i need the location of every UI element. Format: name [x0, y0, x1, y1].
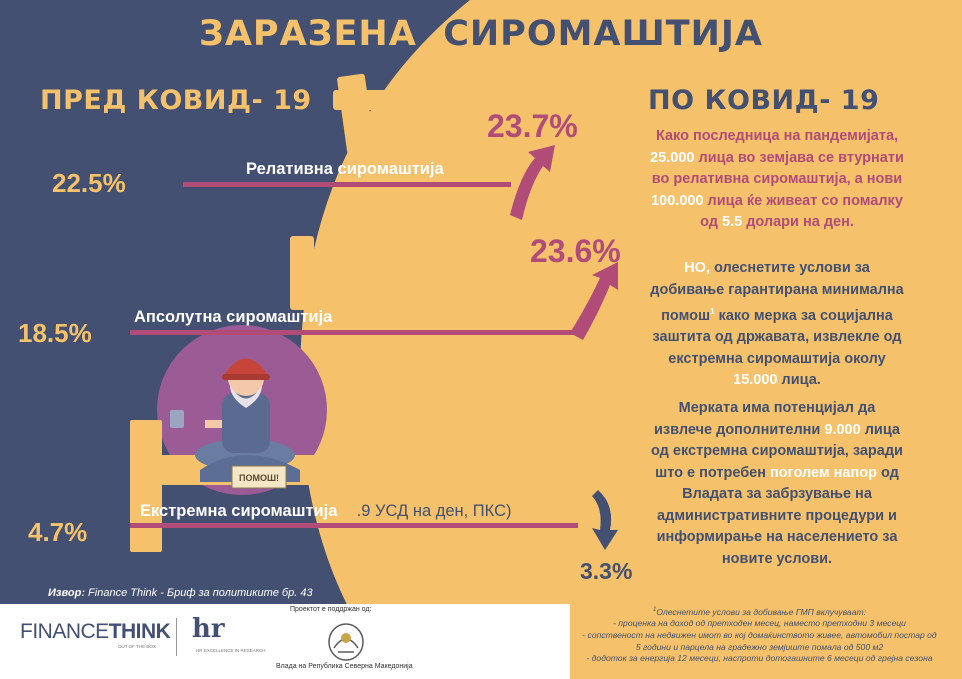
- absolute-bar-title: Апсолутна сиромаштија: [134, 308, 333, 326]
- para1-line1: Како последница на пандемијата,: [655, 128, 899, 144]
- page-title: [0, 14, 962, 54]
- after-absolute-value: 23.6%: [530, 233, 621, 269]
- footnote-item-2-cont: 5 години и парцела на градежно земјиште помала од 500 м2: [635, 641, 884, 652]
- extreme-bar-label: [140, 502, 512, 521]
- relative-bar-label: Релативна сиромаштија: [246, 160, 444, 178]
- para1-line5a: од: [700, 214, 722, 230]
- para2-line6-text: лица.: [777, 372, 821, 389]
- government-coat-of-arms-icon: [326, 620, 366, 662]
- para2-highlight-2: 15.000: [733, 372, 778, 389]
- para1-line4-text: лица ќе живеат со помалку: [703, 192, 903, 209]
- finance-logo-tagline: OUT OF THE BOX: [118, 644, 156, 649]
- logo-separator: [176, 618, 177, 656]
- para2-line4: заштита од државата, извлекле од: [652, 329, 902, 346]
- finance-logo-part-b: THINK: [108, 620, 171, 643]
- title-part-1: ЗАРАЗЕНА: [198, 14, 417, 54]
- footnote-item-2: - сопственост на недвижен имот во кој домаќинството живее, автомобил постар од: [582, 630, 937, 641]
- para3-line2b: лица: [860, 421, 900, 438]
- para1-highlight-2: 100.000: [651, 192, 704, 209]
- absolute-bar: [130, 330, 578, 335]
- extreme-bar-detail-b: .9 УСД на ден, ПКС): [356, 502, 512, 520]
- footnotes: [562, 605, 957, 665]
- after-covid-header: ПО КОВИД- 19: [648, 85, 880, 116]
- after-extreme-value: 3.3%: [580, 558, 633, 584]
- source-note: [48, 587, 313, 599]
- finance-logo-part-a: FINANCE: [20, 620, 109, 643]
- help-sign-text: ПОМОШ!: [238, 473, 280, 483]
- para1-line2-text: лица во земјава се втурнати: [694, 149, 904, 166]
- para3-line8: новите услови.: [721, 550, 833, 567]
- extreme-bar: [130, 523, 578, 528]
- after-relative-value: 23.7%: [487, 108, 578, 144]
- para3-line4b: од: [876, 464, 899, 481]
- hr-excellence-logo: hr: [192, 614, 225, 644]
- footnote-title: $^1$Олеснетите услови за добивање ГМП вклучуваат:: [652, 606, 867, 617]
- paragraph-relative: [612, 126, 942, 234]
- para2-line2: добивање гарантирана минимална: [650, 281, 904, 298]
- para2-line5: екстремна сиромаштија околу: [668, 350, 886, 367]
- para2-line1-text: олеснетите услови за: [709, 260, 870, 276]
- before-extreme-value: 4.7%: [28, 517, 88, 547]
- finance-think-logo: [20, 620, 170, 644]
- para3-highlight-2: поголем напор: [770, 464, 877, 481]
- para1-line5b: долари на ден.: [742, 214, 854, 230]
- para3-line5: Владата за забрзување на: [682, 486, 872, 502]
- para3-line1: Мерката има потенцијал да: [678, 400, 876, 416]
- para1-highlight-3: 5.5: [722, 214, 743, 230]
- paragraph-potential: [612, 398, 942, 570]
- para1-line5: [612, 212, 942, 234]
- source-text: Finance Think - Бриф за политиките бр. 43: [85, 587, 313, 599]
- source-label: Извор:: [48, 587, 85, 599]
- para2-line6: [612, 370, 942, 392]
- extreme-bar-detail-a: (1: [342, 502, 357, 520]
- para3-line4a: што е потребен: [655, 464, 771, 481]
- paragraph-gmp: [612, 258, 942, 392]
- para3-line7: информирање на населението за: [656, 529, 898, 545]
- para1-highlight-1: 25.000: [650, 149, 695, 166]
- para2-line3a: помош: [661, 307, 711, 324]
- hr-logo-subtitle: HR EXCELLENCE IN RESEARCH: [196, 648, 266, 653]
- footnote-item-3: - додоток за енергија 12 месеци, наспроти дотогашните 6 месеци од грејна сезона: [586, 653, 933, 664]
- extreme-bar-title: Екстремна сиромаштија: [140, 502, 338, 520]
- para3-line4: [612, 463, 942, 485]
- para3-line3: од екстремна сиромаштија, заради: [651, 443, 903, 459]
- para2-line1: [612, 258, 942, 280]
- before-covid-header: ПРЕД КОВИД- 19: [40, 85, 312, 116]
- para3-line2a: извлече дополнителни: [654, 421, 825, 438]
- absolute-bar-detail: (5.5 УСД на ден, ПКС): [336, 308, 507, 326]
- orange-slab: [130, 420, 162, 552]
- para2-line3b: како мерка за социјална: [714, 307, 893, 324]
- para3-line6: административните процедури и: [657, 507, 897, 524]
- para3-highlight-1: 9.000: [824, 421, 861, 438]
- footnote-item-1: - проценка на доход од претходен месец, наместо претходни 3 месеци: [613, 618, 906, 629]
- para2-line3: [612, 301, 942, 327]
- absolute-bar-label: [134, 308, 506, 327]
- para1-line2: [612, 148, 942, 170]
- para3-line2: [612, 420, 942, 442]
- before-relative-value: 22.5%: [52, 168, 126, 198]
- para2-footnote-mark: 1: [710, 307, 715, 316]
- government-caption: Влада на Република Северна Македонија: [276, 663, 413, 670]
- relative-bar: [183, 182, 511, 187]
- supported-by-text: Проектот е поддржан од:: [290, 606, 372, 613]
- para1-line3: во релативна сиромаштија, а нови: [651, 171, 903, 187]
- title-part-2: СИРОМАШТИЈА: [443, 14, 764, 54]
- para1-line4: [612, 191, 942, 213]
- footnote-title-text: Олеснетите услови за добивање ГМП вклучуваат:: [656, 606, 867, 617]
- before-absolute-value: 18.5%: [18, 318, 92, 348]
- para2-highlight-1: НО,: [684, 260, 710, 276]
